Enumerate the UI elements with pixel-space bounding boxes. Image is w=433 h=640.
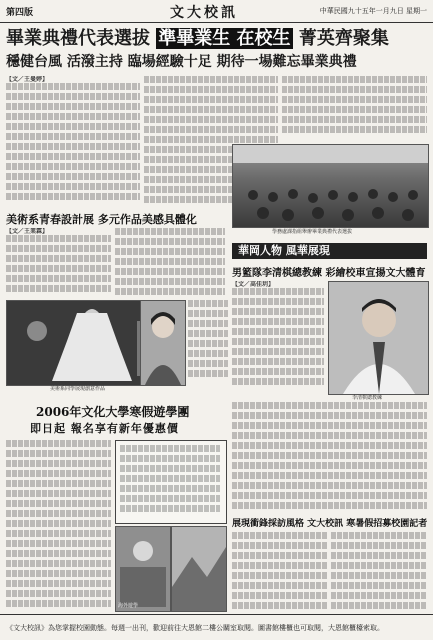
coach-body-2: [232, 402, 427, 512]
reporter-body-2: [331, 532, 427, 610]
headline-part1: 畢業典禮代表選拔: [6, 28, 150, 49]
article-body-1: [6, 76, 140, 206]
headline-part2: 準畢業生 在校生: [158, 28, 291, 49]
winter-info-text: [120, 445, 220, 519]
winter-tour-subtitle: 即日起 報名享有新年優惠價: [30, 422, 179, 435]
winter-photo-1: [115, 526, 171, 612]
article-body-3: [282, 76, 427, 136]
lecture-photo-art: [233, 145, 428, 227]
reporter-section-title: 展現衝鋒採訪風格 文大校訊 寒暑假招募校園記者: [232, 519, 428, 529]
issue-date: 中華民國九十五年一月九日 星期一: [319, 7, 427, 15]
page-header: [0, 0, 433, 23]
headline-subtitle: 穩健台風 活潑主持 臨場經驗十足 期待一場難忘畢業典禮: [6, 54, 357, 70]
people-banner: 華岡人物 風華展現: [232, 243, 427, 259]
headline-part3: 菁英齊聚集: [298, 28, 389, 49]
coach-photo: [328, 281, 429, 395]
lecture-caption: 學務處課指組舉辦畢業典禮代表選拔: [272, 229, 353, 235]
student-portrait-art: [141, 301, 185, 385]
masthead: 文大校訊: [170, 5, 238, 21]
reporter-body-1: [232, 532, 327, 610]
fashion-section-title: 美術系青春設計展 多元作品美感具體化: [6, 213, 197, 226]
winter-info-box: [115, 440, 227, 524]
page-footer: 《文大校訊》為您掌握校園動態。每週一出刊，歡迎前往大恩館二樓公關室取閱。圖書館樓櫃也可取閱，大恩館櫃檯索取。: [0, 614, 433, 640]
fashion-body-3: [188, 300, 228, 384]
fashion-body-2: [115, 228, 225, 298]
coach-body-1: [232, 281, 324, 391]
article-credit-2: 【文／王業霖】: [6, 228, 49, 235]
coach-section-title: 男籃隊李清棋總教練 彩繪校車宣揚文大體育: [232, 268, 426, 279]
winter-photo-2-art: [172, 527, 226, 611]
coach-caption: 李清棋總教練: [352, 395, 383, 401]
fashion-body-1: [6, 228, 111, 298]
student-portrait: [140, 300, 186, 386]
lecture-photo: [232, 144, 429, 228]
page-number: 第四版: [6, 8, 34, 18]
winter-photo-2: [171, 526, 227, 612]
winter-photo-1-art: [116, 527, 170, 611]
coach-photo-art: [329, 282, 428, 394]
main-headline: [6, 27, 428, 51]
dress-caption: 美術系同學展現創意作品: [50, 386, 106, 392]
winter-tour-title: 2006年文化大學寒假遊學團: [36, 405, 190, 419]
article-credit-3: 【文／高佳玥】: [232, 281, 275, 288]
winter-body-1: [6, 440, 111, 610]
article-credit-1: 【文／王曼婷】: [6, 76, 49, 83]
winter-photo-caption: 海外遊學: [118, 603, 139, 609]
